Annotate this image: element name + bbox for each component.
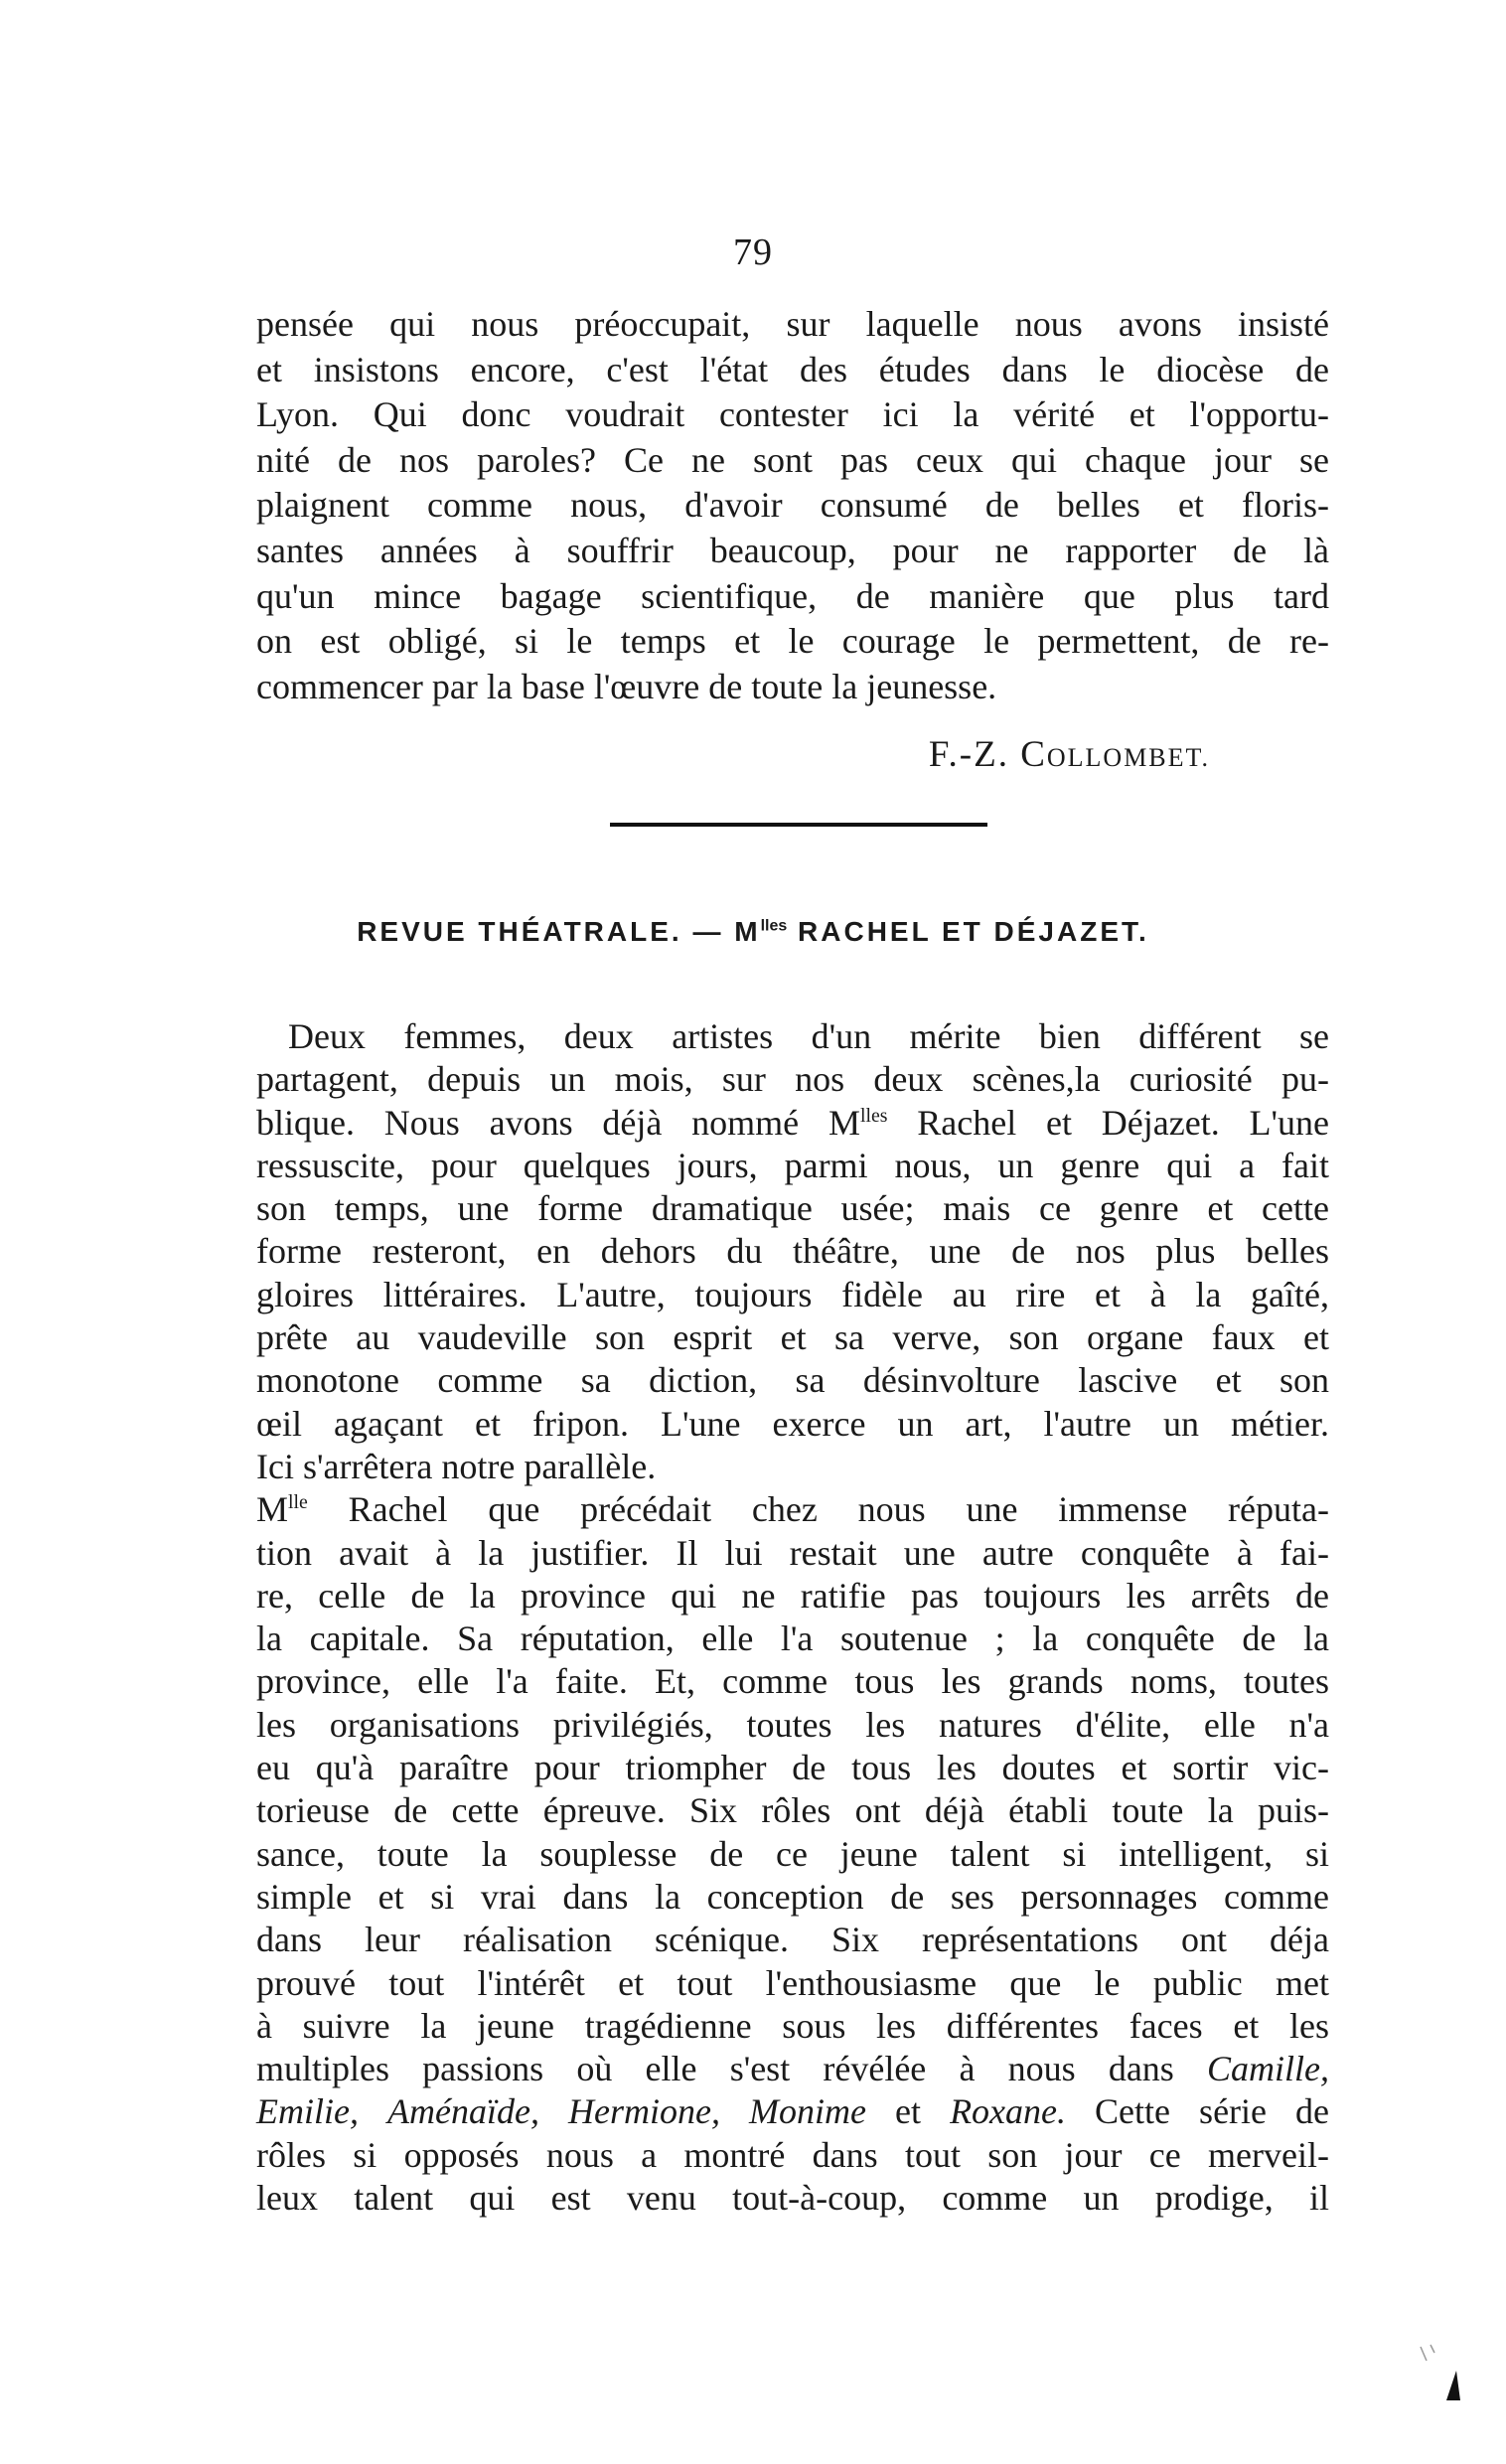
text-line bbox=[256, 2048, 1329, 2090]
text-line: partagent, depuis un mois, sur nos deux scènes,la curiosité pu- bbox=[256, 1059, 1329, 1100]
text-line: leux talent qui est venu tout-à-coup, comme un prodige, il bbox=[256, 2178, 1329, 2219]
text-fragment: multiples passions où elle s'est révélée à nous dans bbox=[256, 2049, 1207, 2089]
text-line: simple et si vrai dans la conception de ses personnages comme bbox=[256, 1876, 1329, 1917]
heading-text: REVUE THÉATRALE. — M bbox=[357, 916, 761, 947]
text-line: Ici s'arrêtera notre parallèle. bbox=[256, 1446, 657, 1486]
page-corner-mark bbox=[1417, 2343, 1464, 2402]
text-line: Lyon. Qui donc voudrait contester ici la vérité et l'opportu- bbox=[256, 394, 1329, 435]
role-name: Aménaïde, bbox=[387, 2091, 539, 2132]
text-line: la capitale. Sa réputation, elle l'a soutenue ; la conquête de la bbox=[256, 1618, 1329, 1659]
text-line: forme resteront, en dehors du théâtre, une de nos plus belles bbox=[256, 1231, 1329, 1272]
text-line: sance, toute la souplesse de ce jeune talent si intelligent, si bbox=[256, 1833, 1329, 1874]
text-line: prête au vaudeville son esprit et sa verve, son organe faux et bbox=[256, 1317, 1329, 1358]
heading-superscript: lles bbox=[760, 917, 788, 935]
article-one-body bbox=[256, 302, 1329, 709]
text-line: son temps, une forme dramatique usée; mais ce genre et cette bbox=[256, 1188, 1329, 1229]
text-line: à suivre la jeune tragédienne sous les différentes faces et les bbox=[256, 2005, 1329, 2046]
text-line: œil agaçant et fripon. L'une exerce un art, l'autre un métier. bbox=[256, 1403, 1329, 1444]
text-line: tion avait à la justifier. Il lui restait une autre conquête à fai- bbox=[256, 1532, 1329, 1573]
text-line: qu'un mince bagage scientifique, de manière que plus tard bbox=[256, 575, 1329, 616]
text-line: rôles si opposés nous a montré dans tout son jour ce merveil- bbox=[256, 2134, 1329, 2175]
text-line: gloires littéraires. L'autre, toujours fidèle au rire et à la gaîté, bbox=[256, 1274, 1329, 1314]
section-heading bbox=[0, 916, 1506, 948]
text-line bbox=[256, 2090, 1329, 2133]
text-fragment: Rachel et Déjazet. L'une bbox=[887, 1102, 1329, 1143]
text-line: dans leur réalisation scénique. Six représentations ont déja bbox=[256, 1920, 1329, 1960]
text-line: commencer par la base l'œuvre de toute la jeunesse. bbox=[256, 666, 997, 706]
article-two-body bbox=[256, 1015, 1329, 2220]
author-signature bbox=[0, 733, 1210, 776]
text-line: torieuse de cette épreuve. Six rôles ont déjà établi toute la puis- bbox=[256, 1790, 1329, 1831]
text-fragment: et bbox=[866, 2091, 951, 2132]
text-line: monotone comme sa diction, sa désinvolture lascive et son bbox=[256, 1360, 1329, 1401]
text-line: province, elle l'a faite. Et, comme tous les grands noms, toutes bbox=[256, 1661, 1329, 1702]
superscript: lles bbox=[859, 1104, 888, 1127]
text-fragment: Rachel que précédait chez nous une immense réputa- bbox=[307, 1489, 1329, 1530]
text-line bbox=[256, 1102, 1329, 1145]
heading-text-end: RACHEL ET DÉJAZET. bbox=[787, 916, 1149, 947]
text-line: nité de nos paroles? Ce ne sont pas ceux qui chaque jour se bbox=[256, 439, 1329, 480]
text-line: et insistons encore, c'est l'état des études dans le diocèse de bbox=[256, 349, 1329, 389]
text-line: eu qu'à paraître pour triompher de tous les doutes et sortir vic- bbox=[256, 1748, 1329, 1788]
text-line: prouvé tout l'intérêt et tout l'enthousiasme que le public met bbox=[256, 1962, 1329, 2003]
text-line: pensée qui nous préoccupait, sur laquelle nous avons insisté bbox=[256, 304, 1329, 344]
text-line bbox=[256, 1488, 1329, 1531]
signature-surname: OLLOMBET. bbox=[1046, 743, 1210, 772]
signature-initials: F.-Z. C bbox=[928, 734, 1047, 775]
text-line: Deux femmes, deux artistes d'un mérite bien différent se bbox=[288, 1016, 1329, 1056]
role-name: Emilie, bbox=[256, 2091, 359, 2132]
role-name: Monime bbox=[749, 2091, 867, 2132]
section-divider bbox=[610, 823, 987, 827]
text-line: santes années à souffrir beaucoup, pour ne rapporter de là bbox=[256, 530, 1329, 570]
text-line: plaignent comme nous, d'avoir consumé de belles et floris- bbox=[256, 485, 1329, 526]
text-line: on est obligé, si le temps et le courage le permettent, de re- bbox=[256, 621, 1329, 662]
text-line: re, celle de la province qui ne ratifie pas toujours les arrêts de bbox=[256, 1575, 1329, 1616]
role-name: Camille, bbox=[1207, 2049, 1329, 2089]
superscript: lle bbox=[288, 1491, 308, 1514]
text-fragment: M bbox=[256, 1489, 289, 1530]
role-name: Hermione, bbox=[568, 2091, 720, 2132]
text-fragment: blique. Nous avons déjà nommé M bbox=[256, 1102, 860, 1143]
text-fragment: Cette série de bbox=[1066, 2091, 1330, 2132]
role-name: Roxane. bbox=[950, 2091, 1067, 2132]
page-number: 79 bbox=[733, 231, 773, 273]
text-line: les organisations privilégiés, toutes les natures d'élite, elle n'a bbox=[256, 1704, 1329, 1745]
text-line: ressuscite, pour quelques jours, parmi nous, un genre qui a fait bbox=[256, 1145, 1329, 1185]
